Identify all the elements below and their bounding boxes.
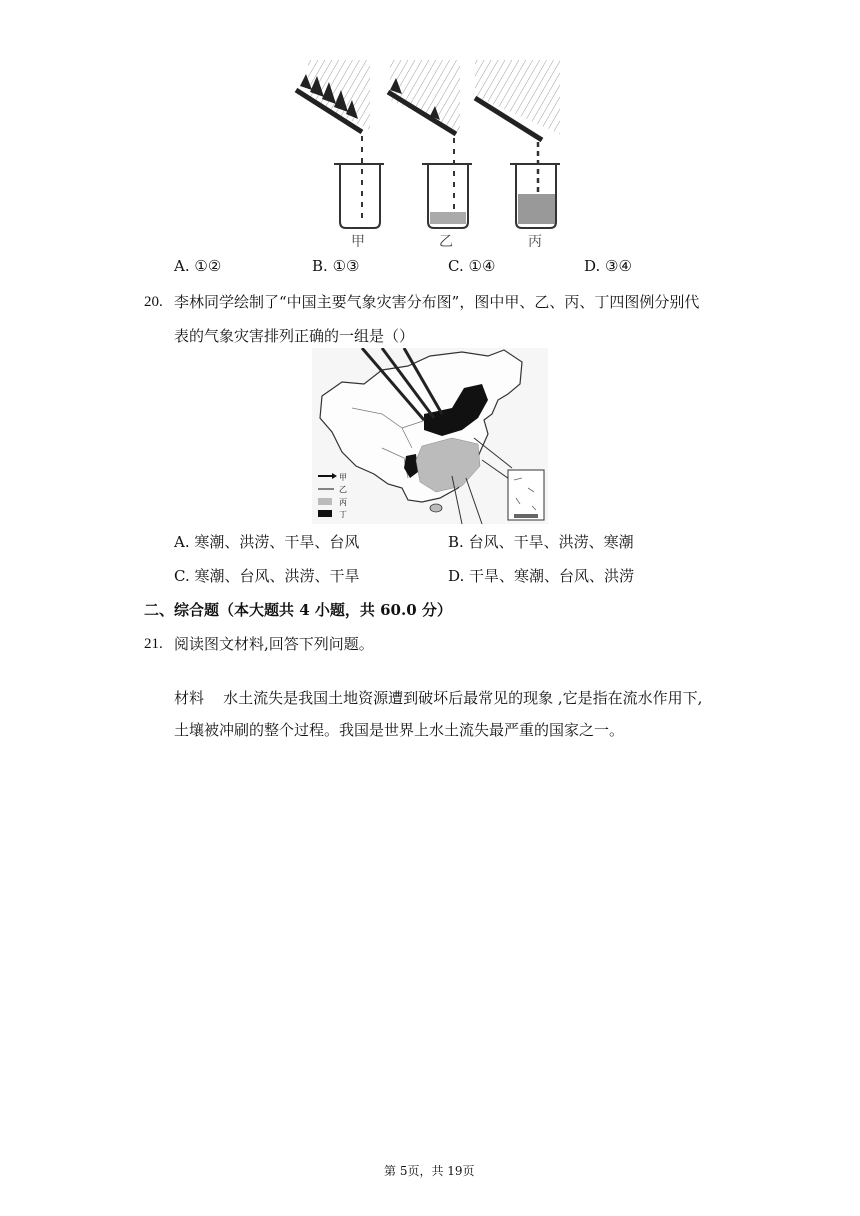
option-letter: D.: [448, 567, 465, 585]
q20-option-b: [448, 532, 634, 552]
rainfall-runoff-figure: [290, 60, 580, 250]
option-text: 寒潮、洪涝、干旱、台风: [194, 533, 360, 551]
option-text: ③④: [605, 257, 632, 275]
option-text: ①③: [332, 257, 360, 275]
q21-material-line2: 土壤被冲刷的整个过程。我国是世界上水土流失最严重的国家之一。: [174, 721, 625, 739]
q21-number: 21.: [144, 636, 163, 652]
q21-stem: 阅读图文材料,回答下列问题。: [174, 635, 374, 653]
option-text: 寒潮、台风、洪涝、干旱: [194, 567, 360, 585]
china-weather-disaster-map: [312, 348, 548, 524]
slope-sparse: [388, 60, 460, 220]
legend-bing: 丙: [339, 498, 347, 507]
option-text: 干旱、寒潮、台风、洪涝: [469, 567, 635, 585]
south-china-sea-inset: [508, 470, 544, 520]
option-text: ①②: [194, 257, 222, 275]
option-letter: B.: [448, 533, 464, 551]
q19-option-c: [448, 256, 495, 276]
beaker-1: [334, 164, 384, 228]
page-footer: 第 5页，共 19页: [384, 1164, 475, 1178]
legend-jia: 甲: [339, 473, 347, 482]
figure-label-jia: 甲: [351, 234, 365, 250]
option-text: ①④: [468, 257, 496, 275]
q21-material-line1: 材料 水土流失是我国土地资源遭到破坏后最常见的现象 ,它是指在流水作用下,: [174, 689, 703, 707]
option-text: 台风、干旱、洪涝、寒潮: [468, 533, 634, 551]
q19-option-a: [174, 256, 221, 276]
q20-stem-line1: 李林同学绘制了“中国主要气象灾害分布图”，图中甲、乙、丙、丁四图例分别代: [174, 293, 700, 311]
beaker-3: [510, 164, 560, 228]
option-letter: D.: [584, 257, 601, 275]
q19-option-d: [584, 256, 632, 276]
q20-option-c: [174, 566, 360, 586]
q19-option-b: [312, 256, 359, 276]
q20-option-d: [448, 566, 634, 586]
option-letter: A.: [174, 533, 190, 551]
option-letter: B.: [312, 257, 328, 275]
figure-label-yi: 乙: [439, 234, 453, 250]
figure-label-bing: 丙: [528, 234, 542, 250]
option-letter: C.: [448, 257, 464, 275]
legend-ding: 丁: [339, 510, 347, 519]
option-letter: C.: [174, 567, 190, 585]
q20-stem-line2: 表的气象灾害排列正确的一组是（）: [174, 327, 415, 345]
slope-bare: [475, 60, 560, 195]
q20-option-a: [174, 532, 359, 552]
slope-forest: [296, 60, 370, 220]
legend-yi: 乙: [339, 485, 347, 494]
section-heading: 二、综合题（本大题共 4 小题，共 60.0 分）: [144, 601, 452, 619]
option-letter: A.: [174, 257, 190, 275]
beaker-2: [422, 164, 472, 228]
q20-number: 20.: [144, 294, 163, 310]
